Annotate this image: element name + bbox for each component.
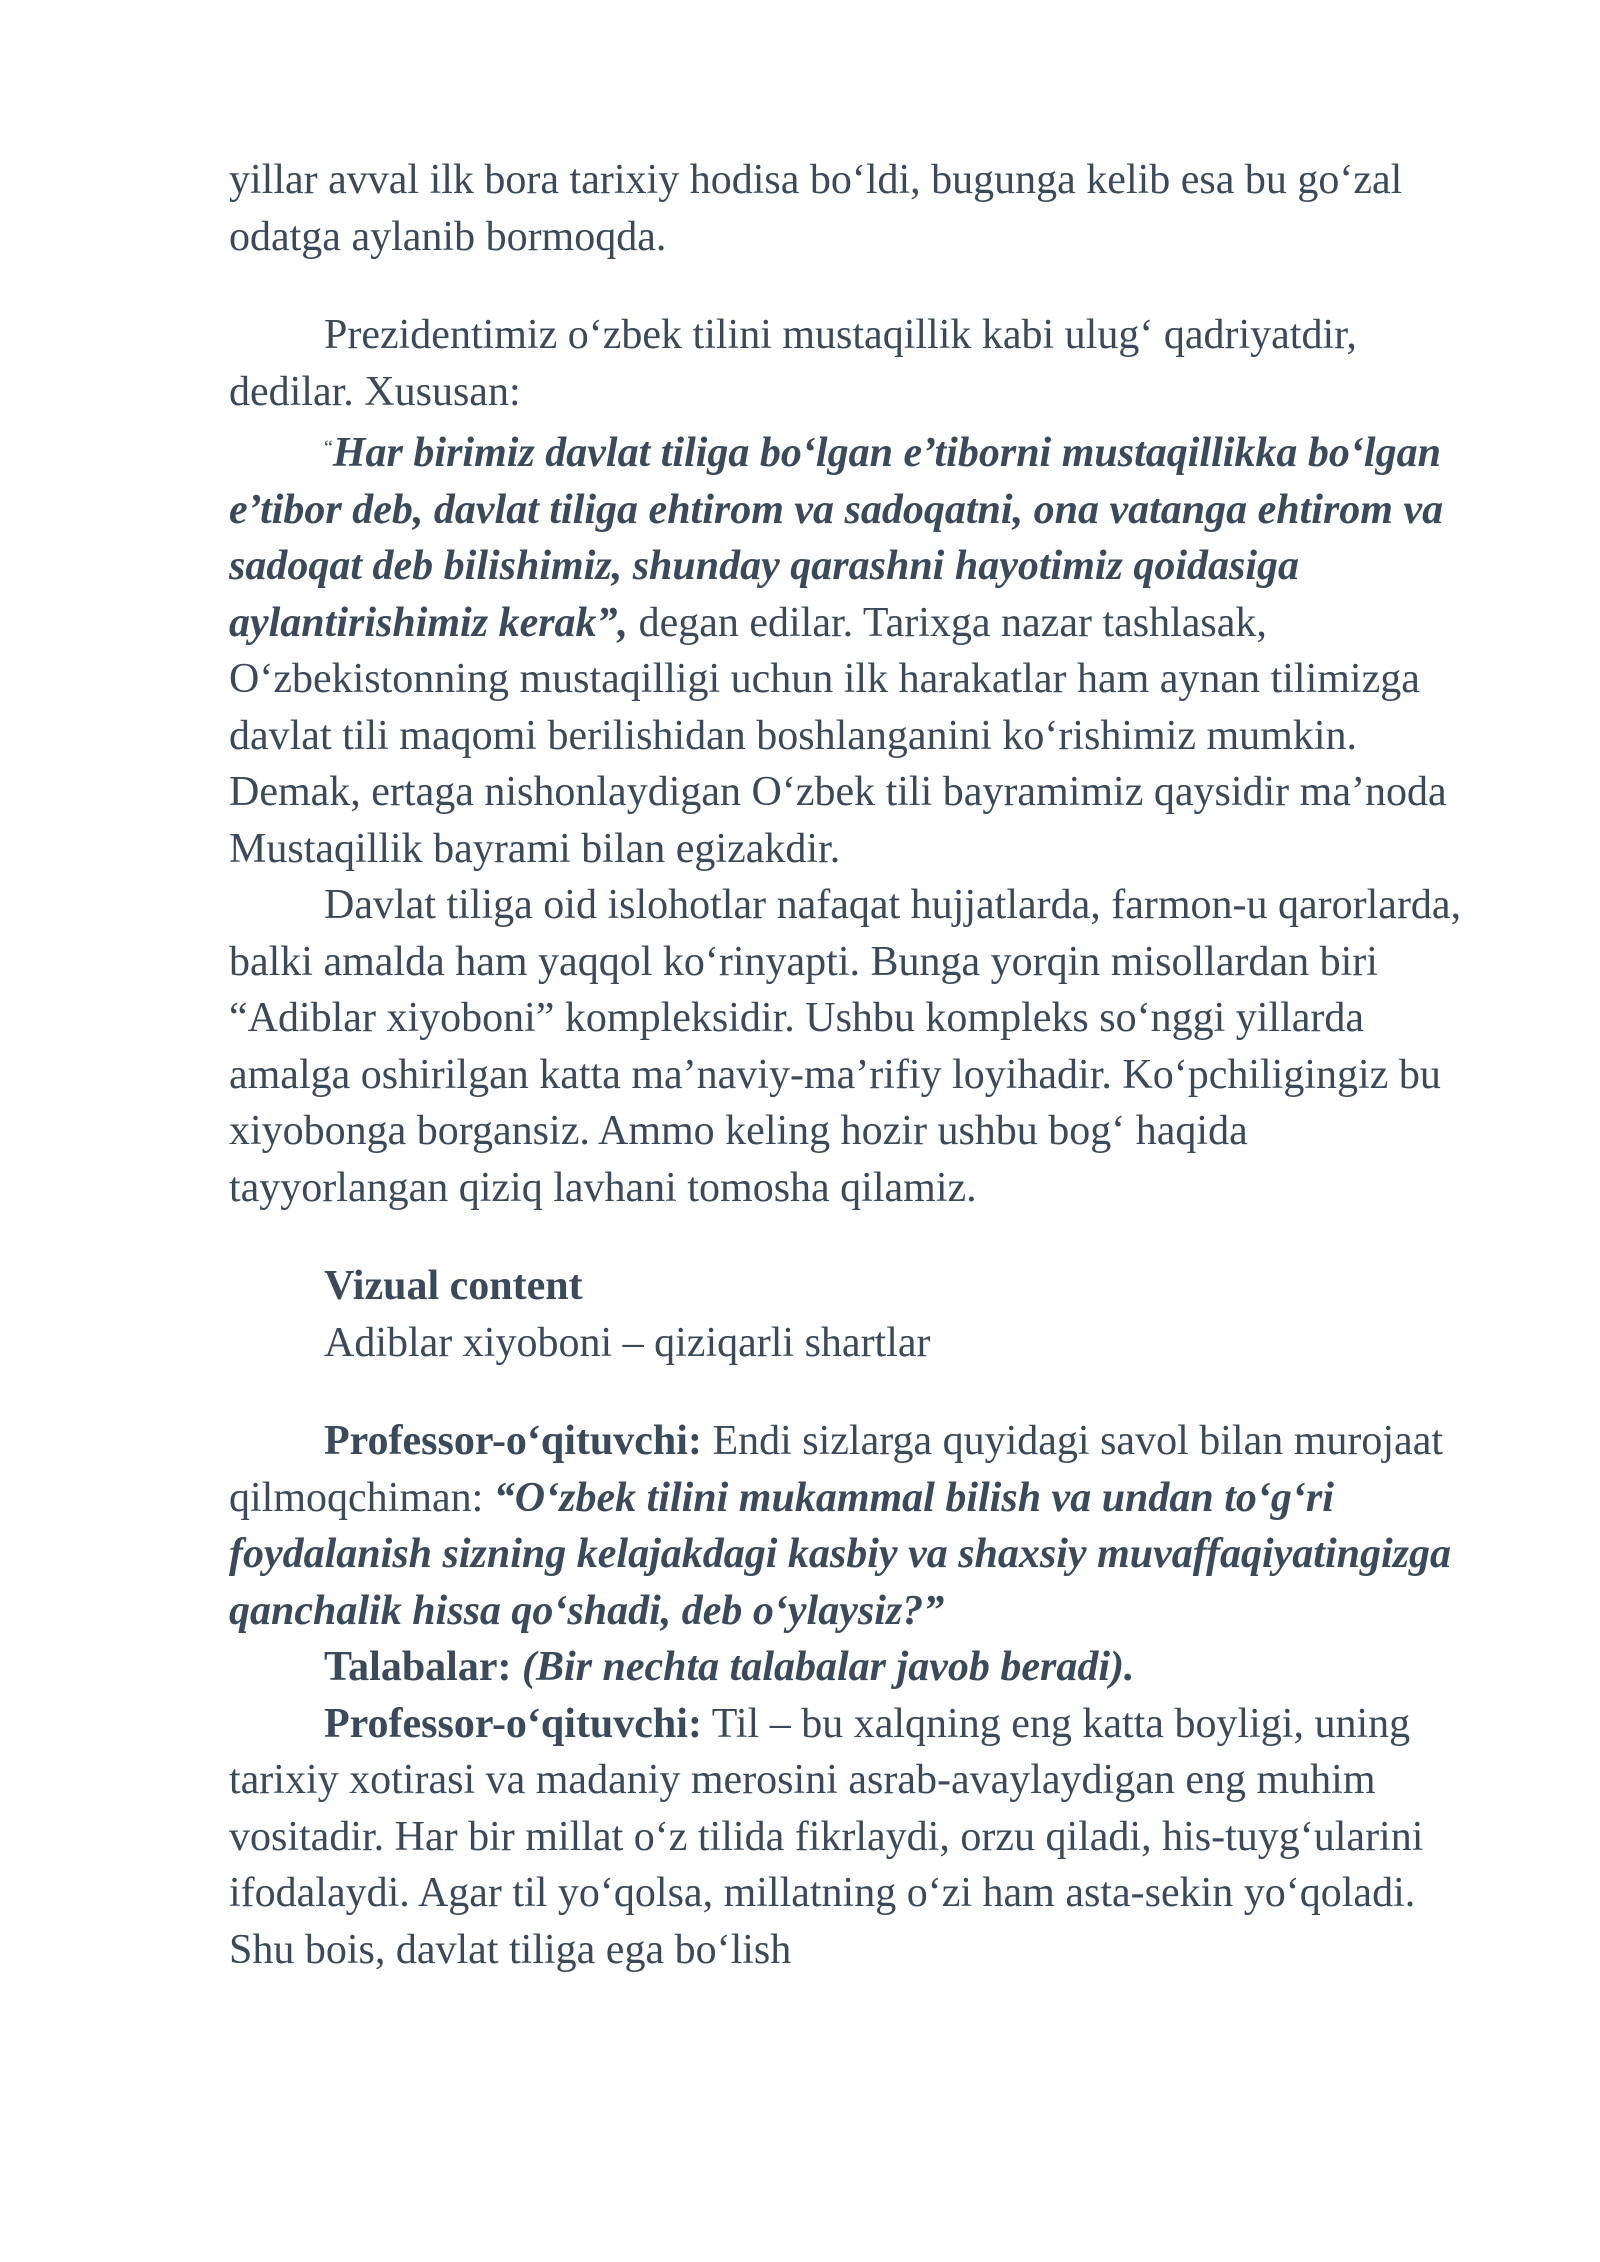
document-body: [229, 152, 1474, 1978]
paragraph-reforms: Davlat tiliga oid islohotlar nafaqat hujjatlarda, farmon-u qarorlarda, balki amalda ham yaqqol ko‘rinyapti. Bunga yorqin misollardan biri “Adiblar xiyoboni” kompleksidir. Ushbu kompleks so‘nggi yillarda amalga oshirilgan katta ma’naviy-ma’rifiy loyihadir. Ko‘pchiligingiz bu xiyobonga borgansiz. Ammo keling hozir ushbu bog‘ haqida tayyorlangan qiziq lavhani tomosha qilamiz.: [229, 882, 1462, 1211]
paragraph-professor-question: [229, 1413, 1474, 1639]
professor-question-quote: “O‘zbek tilini mukammal bilish va undan to‘g‘ri foydalanish sizning kelajakdagi kasbiy va shaxsiy muvaffaqiyatingizga qanchalik hissa qo‘shadi, deb o‘ylaysiz?”: [229, 1474, 1451, 1634]
paragraph-professor-answer: [229, 1696, 1474, 1979]
paragraph-president-statement: Prezidentimiz o‘zbek tilini mustaqillik kabi ulug‘ qadriyatdir, dedilar. Xususan:: [229, 312, 1357, 415]
speaker-students-label: Talabalar:: [324, 1644, 512, 1690]
paragraph-president-quote: [229, 420, 1474, 877]
speaker-professor-label: Professor-o‘qituvchi:: [324, 1418, 702, 1464]
visual-content-heading: Vizual content: [324, 1263, 583, 1309]
professor-question-intro: Endi sizlarga quyidagi savol bilan murojaat qilmoqchiman:: [229, 1418, 1444, 1521]
paragraph-intro-continuation: yillar avval ilk bora tarixiy hodisa bo‘ldi, bugunga kelib esa bu go‘zal odatga aylanib bormoqda.: [229, 157, 1403, 260]
president-quote-text: Har birimiz davlat tiliga bo‘lgan e’tiborni mustaqillikka bo‘lgan e’tibor deb, davlat tiliga ehtirom va sadoqatni, ona vatanga ehtirom va sadoqat deb bilishimiz, shunday qarashni hayotimiz qoidasiga aylantirishimiz kerak”,: [229, 430, 1444, 646]
paragraph-students-answer: [229, 1639, 1474, 1696]
speaker-professor-label-2: Professor-o‘qituvchi:: [324, 1700, 702, 1747]
students-answer-text: (Bir nechta talabalar javob beradi).: [511, 1644, 1135, 1690]
professor-answer-text: Til – bu xalqning eng katta boyligi, uning tarixiy xotirasi va madaniy merosini asrab-avaylaydigan eng muhim vositadir. Har bir millat o‘z tilida fikrlaydi, orzu qiladi, his-tuyg‘ularini ifodalaydi. Agar til yo‘qolsa, millatning o‘zi ham asta-sekin yo‘qoladi. Shu bois, davlat tiliga ega bo‘lish: [229, 1700, 1424, 1973]
opening-quote-mark: “: [324, 437, 333, 459]
paragraph-history-text: degan edilar. Tarixga nazar tashlasak, O‘zbekistonning mustaqilligi uchun ilk harakatlar ham aynan tilimizga davlat tili maqomi berilishidan boshlanganini ko‘rishimiz mumkin. Demak, ertaga nishonlaydigan O‘zbek tili bayramimiz qaysidir ma’noda Mustaqillik bayrami bilan egizakdir.: [229, 599, 1447, 872]
visual-content-subtitle: Adiblar xiyoboni – qiziqarli shartlar: [324, 1319, 931, 1366]
